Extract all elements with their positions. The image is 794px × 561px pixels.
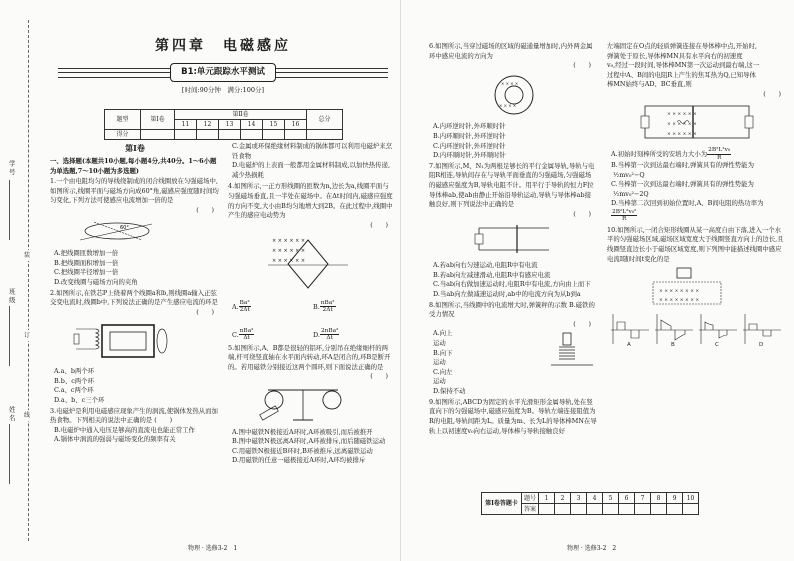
q6-option: B.内环顺时针,外环逆时针 xyxy=(433,132,506,141)
answer-qnum: 9 xyxy=(667,493,683,504)
q7-option: D.当ab向左做减速运动时,ab中的电流方向为从b到a xyxy=(433,289,581,298)
answer-cell[interactable] xyxy=(619,504,635,515)
page-2-footer: 物理 · 选修3-2 2 xyxy=(567,545,617,552)
answer-qnum: 10 xyxy=(683,493,699,504)
answer-cell[interactable] xyxy=(571,504,587,515)
q8-option: D.保持不动 xyxy=(433,387,466,396)
q5-paren: ( ) xyxy=(370,372,388,381)
q5-option: B.图中磁铁N极远离A环时,A环被排斥,而后随磁铁运动 xyxy=(232,437,386,446)
margin-label-student-no: 学号 xyxy=(7,160,16,177)
q9-option-c: C.当棒第一次到达最右端时,弹簧具有的弹性势能为 xyxy=(611,180,754,189)
q1-option: B.把线圈面积增加一倍 xyxy=(54,258,119,267)
svg-text:× × × × × × × ×: × × × × × × × × xyxy=(659,298,700,304)
answer-qnum: 3 xyxy=(571,493,587,504)
q2-option: C.a、c两个环 xyxy=(54,386,94,395)
q4-option-d: D. $\frac{\text{2nBa²}}{\Delta t}$ xyxy=(313,327,339,342)
question-6 xyxy=(429,42,597,161)
q9-stem: 9.如图所示,ABCD为固定的水平光滑矩形金属导轨,处在竖直向下的匀强磁场中,磁感应强度为B。导轨左端连接阻值为R的电阻,导轨间距为L。质量为m、长为L的导体棒MN在导轨上以初速度v₀向右运动,导体棒与导轨接触良好 xyxy=(429,397,597,435)
q7-rails-figure xyxy=(469,222,559,256)
answer-row1-label: 题号 xyxy=(522,493,539,504)
answer-cell[interactable] xyxy=(667,504,683,515)
q8-option: C.向左运动 xyxy=(433,367,453,386)
q6-paren: ( ) xyxy=(573,61,591,70)
q4-square-coil-figure xyxy=(268,232,348,292)
q8-solenoid-figure xyxy=(547,331,597,367)
q1-paren: ( ) xyxy=(196,206,214,215)
q7-option: A.若ab向右匀速运动,电阻R中有电流 xyxy=(433,261,538,270)
question-2 xyxy=(50,289,220,406)
answer-card-label: 第Ⅰ卷答题卡 xyxy=(482,493,522,515)
q10-option-a: A xyxy=(627,341,631,348)
q7-option: B.若ab向左减速滑动,电阻R中有感应电流 xyxy=(433,270,551,279)
question-7 xyxy=(429,162,597,300)
score-table xyxy=(104,109,343,140)
margin-label-name: 姓名 xyxy=(7,406,16,423)
answer-cell[interactable] xyxy=(683,504,699,515)
choice-header: 一、选择题(本题共10小题,每小题4分,共40分。1～6小题为单选题,7～10小题为多选题) xyxy=(50,157,217,175)
q4-option-a: A. $\frac{\text{Ba²}}{2\Delta t}$ xyxy=(232,300,250,314)
q5-ring-figure xyxy=(258,384,348,422)
answer-cell[interactable] xyxy=(587,504,603,515)
q3-option: C.金属或环保绝缘材料制成的锅体都可以利用电磁炉来烹饪食物 xyxy=(232,142,393,160)
score-qnum: 12 xyxy=(197,120,219,130)
answer-qnum: 8 xyxy=(651,493,667,504)
score-part1: 第Ⅰ卷 xyxy=(141,110,175,130)
answer-card xyxy=(481,492,699,515)
score-qnum: 15 xyxy=(263,120,285,130)
answer-qnum: 6 xyxy=(619,493,635,504)
q10-option-c: C xyxy=(715,341,719,348)
question-4 xyxy=(228,182,394,341)
q7-paren: ( ) xyxy=(573,209,591,218)
q10-option-d: D xyxy=(759,341,764,348)
svg-text:× × × × × ×: × × × × × × xyxy=(667,111,697,117)
section1-title: 第Ⅰ卷 xyxy=(125,143,145,153)
page-1-footer: 物理 · 选修3-2 1 xyxy=(188,545,238,552)
score-total: 总分 xyxy=(307,110,343,130)
q8-stem2: B.磁铁的受力情况 xyxy=(429,300,595,319)
left-column-1 xyxy=(50,142,220,446)
q8-option: A.向上运动 xyxy=(433,329,453,348)
q9-formula-c: ½mv₀²−2Q xyxy=(613,189,649,198)
q2-option: D.a、b、c三个环 xyxy=(54,395,105,404)
page-2 xyxy=(400,0,794,561)
chapter-title: 第四章 电磁感应 xyxy=(155,38,291,54)
q3-stem: 3.电磁炉是利用电磁感应现象产生的涡流,使锅体发热从而加热食物。下列相关的说法中正确的是 xyxy=(50,406,218,425)
score-qnum: 11 xyxy=(175,120,197,130)
svg-text:× × × × × ×: × × × × × × xyxy=(667,131,697,137)
q7-stem: 7.如图所示,M、N₁为两根足够长的平行金属导轨,导轨与电阻R相连,导轨间存在与导轨平面垂直的匀强磁场,匀强磁场的磁感应强度为B,导轨电阻不计。用平行于导轨的恒力F拉导体棒ab,使ab由静止开始沿导轨运动,导轨与导体棒ab接触良好,则下列说法中正确的是 xyxy=(429,161,595,209)
q6-option: C.内环逆时针,外环逆时针 xyxy=(433,141,506,150)
question-3 xyxy=(50,407,220,445)
q10-fall-figure xyxy=(647,266,727,306)
q9-formula-b: ½mv₀²−Q xyxy=(613,170,645,179)
q3-paren: ( ) xyxy=(154,416,173,425)
question-10 xyxy=(607,226,787,352)
q8-paren: ( ) xyxy=(573,319,591,328)
q6-option: D.内环顺时针,外环顺时针 xyxy=(433,151,506,160)
q3-option: D.电磁炉的上表面一般都用金属材料制成,以加快热传递,减少热损耗 xyxy=(232,161,390,179)
score-qnum: 14 xyxy=(241,120,263,130)
svg-text:× × × × × ×: × × × × × × xyxy=(667,121,697,127)
answer-cell[interactable] xyxy=(539,504,555,515)
answer-qnum: 2 xyxy=(555,493,571,504)
q5-option: A.图中磁铁N极接近A环时,A环被吸引,而后被推开 xyxy=(232,427,373,436)
q2-paren: ( ) xyxy=(196,307,214,316)
q6-stem: 6.如图所示,当穿过磁场的区域的磁通量增加时,内外两金属环中感应电流的方向为 xyxy=(429,42,593,60)
margin-label-class: 班级 xyxy=(7,288,16,305)
q1-option: A.把线圈匝数增加一倍 xyxy=(54,249,119,258)
svg-text:× × × × × ×: × × × × × × xyxy=(272,248,306,255)
question-8 xyxy=(429,301,597,397)
score-label-score: 得分 xyxy=(105,130,141,140)
q1-fig-angle: 60° xyxy=(120,224,129,231)
score-qnum: 16 xyxy=(285,120,307,130)
question-1 xyxy=(50,177,220,287)
svg-text:× × × ×: × × × × xyxy=(499,102,517,108)
left-column-2 xyxy=(228,142,394,467)
margin-mark-1: 装 xyxy=(24,252,31,259)
q4-stem: 4.如图所示,一正方形线圈的匝数为n,边长为a,线圈平面与匀强磁场垂直,且一半处在磁场中。在Δt时间内,磁感应强度的方向不变,大小由B均匀地增大到2B。在此过程中,线圈中产生的感应电动势为 xyxy=(228,182,393,220)
svg-text:× × × × × ×: × × × × × × xyxy=(272,258,306,265)
unit-title: B1:单元跟踪水平测试 xyxy=(170,63,276,82)
q2-stem: 2.如图所示,在铁芯P上绕着两个线圈a和b,则线圈a输入正弦交变电流时,线圈b中,下列说法正确的是产生感应电流的环是 xyxy=(50,288,218,307)
q9-continuation: 左端固定在O点的轻质弹簧连接在导体棒中点,开始时, 弹簧处于原长,导体棒MN具有水平向右的初速度 v₀,经过一段时间,导体棒MN第一次运动到最右端,这一 过程中A、B间的电阻R上产生的焦耳热为Q,已知导体 棒MN始终与AD、BC垂直,则 xyxy=(607,42,760,89)
q5-stem: 5.如图所示,A、B都是很轻的铝环,分别吊在绝缘细杆的两端,杆可绕竖直轴在水平面内转动,环A是闭合的,环B是断开的。若用磁铁分别接近这两个圆环,则下面说法正确的是 xyxy=(228,343,391,371)
time-score-line: [时间:90分钟 满分:100分] xyxy=(181,86,265,94)
q4-option-b: B. $\frac{\text{nBa²}}{2\Delta t}$ xyxy=(313,300,335,314)
answer-qnum: 1 xyxy=(539,493,555,504)
q10-graph-options xyxy=(607,312,787,348)
q10-stem: 10.如图所示,一闭合矩形线圈从某一高度自由下落,进入一个水平的匀强磁场区域,磁场区域宽度大于线圈竖直方向上的边长,且线圈竖直边长小于磁场区域宽度,则下列图中能描述线圈中感应电流I随时间t变化的是 xyxy=(607,225,784,263)
answer-cell[interactable] xyxy=(603,504,619,515)
q2-option: A.a、b两个环 xyxy=(54,367,95,376)
answer-row2-label: 答案 xyxy=(522,504,539,515)
q2-option: B.b、c两个环 xyxy=(54,376,94,385)
q9-rail-figure xyxy=(637,102,757,142)
name-line xyxy=(9,424,10,484)
q8-option: B.向下运动 xyxy=(433,348,453,367)
q5-option: C.用磁铁N极接近B环时,B环被推斥,远离磁铁运动 xyxy=(232,446,373,455)
answer-cell[interactable] xyxy=(651,504,667,515)
q2-transformer-figure xyxy=(72,320,172,362)
q10-option-b: B xyxy=(671,341,675,348)
q3-option: B.电磁炉中通入电压足够高的直流电也能正常工作 xyxy=(54,425,195,434)
svg-text:× × × × × ×: × × × × × × xyxy=(272,238,306,245)
margin-mark-3: 线 xyxy=(24,412,31,419)
q8-stem: 8.如图所示,当线圈中的电流增大时,弹簧秤的示数 xyxy=(429,300,567,309)
q9-option-d: D.当棒第二次回到初始位置时,A、B间电阻的热功率为 $\frac{\text{2B²L²v₀²}}{R}$ xyxy=(611,199,764,223)
score-qnum: 13 xyxy=(219,120,241,130)
q1-coil-figure xyxy=(72,218,162,244)
q1-option: C.把线圈半径增加一倍 xyxy=(54,268,119,277)
answer-qnum: 7 xyxy=(635,493,651,504)
score-label-type: 题型 xyxy=(105,110,141,130)
q6-rings-figure xyxy=(489,73,539,117)
right-column-2 xyxy=(607,42,787,352)
answer-qnum: 5 xyxy=(603,493,619,504)
q9-paren: ( ) xyxy=(763,90,781,99)
answer-cell[interactable] xyxy=(555,504,571,515)
q4-paren: ( ) xyxy=(370,220,388,229)
q3-option: A.锅体中涡流的强弱与磁场变化的频率有关 xyxy=(54,435,176,444)
q4-option-c: C. $\frac{\text{nBa²}}{\Delta t}$ xyxy=(232,327,254,342)
q7-option: C.当ab向右做加速运动时,电阻R中有电流,方向由上而下 xyxy=(433,280,591,289)
unit-banner xyxy=(58,63,388,83)
q9-option-a: A.初始时刻棒所受的安培力大小为 $\frac{\text{2B²L²v₀}}{R}$ xyxy=(611,147,731,161)
exam-header xyxy=(58,36,388,96)
svg-text:× × × × × × × ×: × × × × × × × × xyxy=(659,289,700,295)
margin-mark-2: 订 xyxy=(24,332,31,339)
question-5 xyxy=(228,344,394,466)
cut-line xyxy=(28,20,29,541)
student-no-line xyxy=(9,180,10,240)
svg-text:× × × ×: × × × × xyxy=(501,80,519,86)
answer-qnum: 4 xyxy=(587,493,603,504)
class-line xyxy=(9,306,10,366)
q4-options xyxy=(228,300,394,342)
right-column-1 xyxy=(429,42,597,437)
q6-option: A.内环逆时针,外环顺时针 xyxy=(433,122,506,131)
answer-cell[interactable] xyxy=(635,504,651,515)
binding-margin xyxy=(0,0,36,561)
score-part2: 第Ⅱ卷 xyxy=(175,110,307,120)
q5-option: D.用磁铁的任意一磁极接近A环时,A环均被排斥 xyxy=(232,456,366,465)
q9-option-b: B.当棒第一次到达最右端时,弹簧具有的弹性势能为 xyxy=(611,161,754,170)
question-9 xyxy=(429,398,597,436)
q1-stem: 1.一个由电阻均匀的导线绕制成的闭合线圈放在匀强磁场中,如图所示,线圈平面与磁场方向成60°角,磁感应强度随时间均匀变化,下列方法可使感应电流增加一倍的是 xyxy=(50,177,219,205)
q1-option: D.改变线圈与磁场方向的夹角 xyxy=(54,278,138,287)
